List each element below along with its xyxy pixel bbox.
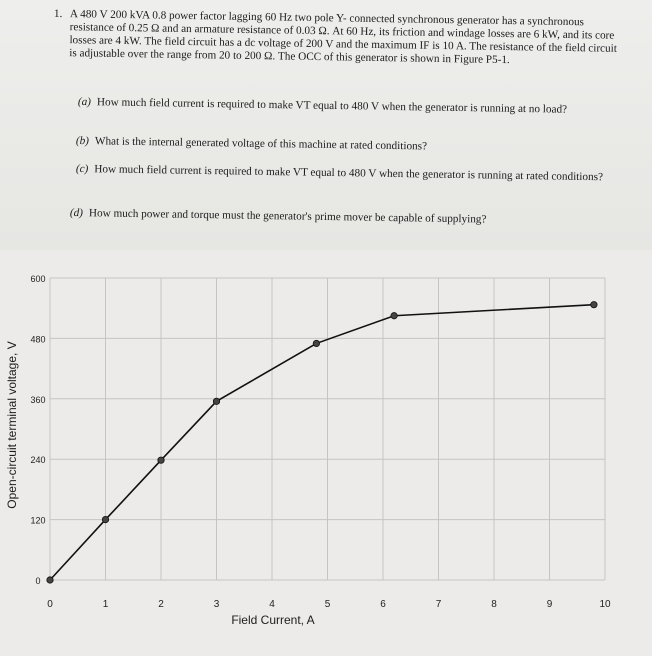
data-point-marker [213, 398, 219, 404]
data-point-marker [313, 340, 319, 346]
question-text: How much power and torque must the generator's prime mover be capable of supplying? [88, 207, 487, 226]
x-tick-label: 1 [102, 599, 109, 610]
x-tick-label: 6 [380, 599, 386, 610]
question-label: (d) [69, 207, 84, 220]
x-tick-label: 4 [269, 599, 275, 610]
y-tick-label: 240 [30, 455, 46, 466]
occ-curve [50, 305, 594, 580]
data-point-marker [47, 577, 53, 583]
x-tick-label: 8 [491, 599, 497, 610]
chart-series [47, 301, 597, 583]
chart-ticks [30, 274, 611, 610]
x-tick-label: 2 [158, 599, 164, 610]
x-tick-label: 3 [213, 599, 220, 610]
question-label: (a) [77, 96, 92, 109]
x-axis-label: Field Current, A [231, 613, 315, 627]
y-tick-label: 0 [35, 576, 41, 586]
question-text: How much field current is required to make VT equal to 480 V when the generator is running at rated conditions? [94, 163, 604, 184]
question-label: (b) [75, 135, 90, 148]
y-axis-label: Open-circuit terminal voltage, V [5, 341, 19, 509]
y-tick-label: 480 [30, 334, 46, 345]
question-text: What is the internal generated voltage of this machine at rated conditions? [94, 135, 428, 153]
data-point-marker [102, 516, 108, 522]
x-tick-label: 10 [599, 599, 611, 610]
question-label: (c) [75, 163, 89, 176]
x-tick-label: 0 [47, 599, 53, 610]
x-tick-label: 7 [435, 599, 442, 610]
data-point-marker [158, 457, 164, 463]
problem-description: A 480 V 200 kVA 0.8 power factor lagging 60 Hz two pole Y- connected synchronous generator has a synchronous resistance of 0.25 Ω and an armature resistance of 0.03 Ω. At 60 Hz, its friction and windage losses are 6 kW, and its core losses are 4 kW. The field circuit has a dc voltage of 200 V and the maximum IF is 10 A. The resistance of the field circuit is adjustable over the range from 20 to 200 Ω. The OCC of this generator is shown in Figure P5-1. [69, 8, 617, 67]
question-text: How much field current is required to make VT equal to 480 V when the generator is running at no load? [96, 96, 568, 116]
x-tick-label: 5 [324, 599, 331, 610]
data-point-marker [591, 301, 597, 307]
y-tick-label: 360 [30, 394, 46, 405]
y-tick-label: 120 [30, 515, 46, 526]
data-point-marker [391, 313, 397, 319]
y-tick-label: 600 [30, 274, 46, 284]
problem-number: 1. [53, 7, 63, 21]
x-tick-label: 9 [546, 599, 553, 610]
chart-grid [50, 278, 605, 580]
